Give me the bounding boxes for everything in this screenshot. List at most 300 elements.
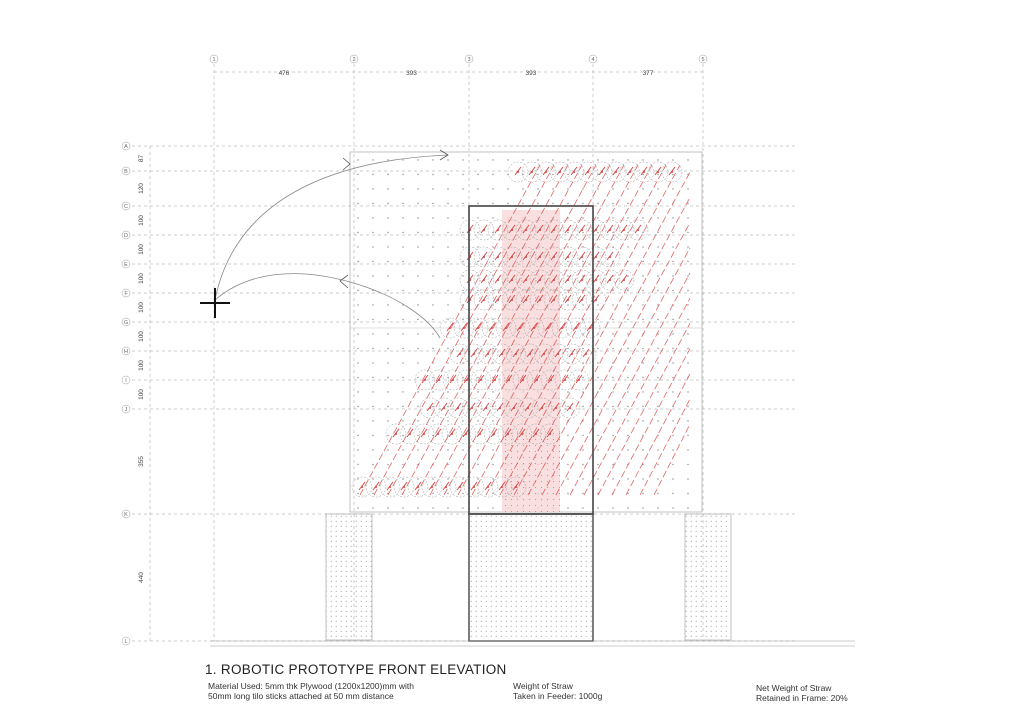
stick-hole [432,246,433,247]
stick-hole [402,406,403,407]
stick-hole [417,348,418,349]
stick-hole [672,449,673,450]
stick-hole [477,449,478,450]
stick-hole [462,203,463,204]
stick-hole [387,304,388,305]
stick-hole [462,275,463,276]
stick-hole [597,188,598,189]
stick-base [553,229,555,231]
stick-hole [672,464,673,465]
stick-hole [402,362,403,363]
stick-hole [687,246,688,247]
stick-hole [477,290,478,291]
stick-hole [672,478,673,479]
stick-hole [597,406,598,407]
stick-hole [462,406,463,407]
stick-hole [387,333,388,334]
row-dimension-label: 440 [138,572,145,583]
stick-hole [672,159,673,160]
row-marker-label: H [124,349,128,355]
stick-hole [372,507,373,508]
stick-hole [657,420,658,421]
stick-hole [402,159,403,160]
stick-hole [627,420,628,421]
row-dimension-label: 87 [138,154,145,163]
stick-hole [447,391,448,392]
stick-hole [567,377,568,378]
stick-base [581,279,583,281]
feeder-line-1: Weight of Straw [513,681,573,691]
straw-flow-path [640,399,690,495]
stick-hole [432,304,433,305]
column-marker-label: 4 [591,57,595,63]
stick-hole [432,348,433,349]
stick-hole [357,449,358,450]
stick-hole [642,507,643,508]
stick-hole [567,261,568,262]
stick-hole [417,261,418,262]
column-dimension-label: 393 [525,70,537,77]
stick-base [361,486,363,488]
stick-base [536,379,538,381]
stick-hole [672,275,673,276]
stick-hole [642,304,643,305]
column-dimension-label: 393 [406,70,417,77]
stick-hole [492,449,493,450]
stick-base [471,407,473,409]
stick-hole [627,333,628,334]
column-marker-label: 1 [212,57,216,63]
stick-base [567,256,569,258]
stick-base [501,353,503,355]
stick-base [525,299,527,301]
row-marker-label: B [124,169,128,175]
stick-hole [657,159,658,160]
stick-base [485,407,487,409]
stick-hole [507,203,508,204]
stick-hole [357,232,358,233]
stick-hole [687,217,688,218]
stick-hole [447,203,448,204]
stick-hole [357,188,358,189]
stick-base [643,171,645,173]
stick-base [567,299,569,301]
stick-hole [357,319,358,320]
stick-hole [642,188,643,189]
stick-hole [372,493,373,494]
stick-hole [582,406,583,407]
stick-hole [582,507,583,508]
stick-hole [417,420,418,421]
stick-hole [582,203,583,204]
stick-hole [687,420,688,421]
stick-base [595,256,597,258]
stick-hole [462,217,463,218]
stick-hole [582,493,583,494]
stick-hole [627,391,628,392]
row-marker-label: K [124,512,128,518]
net-line-2: Retained in Frame: 20% [756,693,848,703]
stick-hole [477,217,478,218]
stick-hole [372,174,373,175]
stick-hole [612,449,613,450]
stick-hole [672,391,673,392]
stick-hole [507,159,508,160]
stick-hole [687,435,688,436]
stick-hole [642,261,643,262]
stick-hole [402,507,403,508]
stick-base [609,229,611,231]
stick-hole [567,507,568,508]
stick-hole [612,507,613,508]
stick-hole [642,478,643,479]
stick-hole [597,217,598,218]
stick-hole [612,217,613,218]
stick-hole [627,203,628,204]
column-marker-label: 2 [352,57,356,63]
stick-hole [582,232,583,233]
stick-hole [687,507,688,508]
stick-hole [672,188,673,189]
stick-hole [462,449,463,450]
stick-hole [402,203,403,204]
stick-hole [387,362,388,363]
stick-hole [402,377,403,378]
stick-hole [372,406,373,407]
stick-hole [672,246,673,247]
stick-hole [402,217,403,218]
stick-hole [672,174,673,175]
stick-base [539,299,541,301]
stick-hole [372,377,373,378]
stick-hole [567,464,568,465]
stick-hole [522,203,523,204]
stick-hole [687,304,688,305]
stick-base [459,353,461,355]
stick-base [437,433,439,435]
stick-hole [357,362,358,363]
stick-hole [447,464,448,465]
stick-hole [432,507,433,508]
stick-hole [492,464,493,465]
stick-hole [357,261,358,262]
stick-hole [447,275,448,276]
stick-base [497,299,499,301]
stick-hole [432,275,433,276]
stick-hole [357,159,358,160]
stick-hole [432,333,433,334]
stick-hole [567,478,568,479]
stick-hole [537,203,538,204]
stick-hole [567,435,568,436]
stick-hole [657,478,658,479]
stick-hole [462,290,463,291]
stick-base [457,407,459,409]
stick-hole [462,174,463,175]
stick-hole [372,435,373,436]
stick-hole [612,377,613,378]
stick-hole [432,159,433,160]
stick-hole [432,377,433,378]
stick-hole [672,420,673,421]
stick-hole [402,290,403,291]
drawing-title: 1. ROBOTIC PROTOTYPE FRONT ELEVATION [205,662,507,677]
stick-hole [687,232,688,233]
stick-hole [612,290,613,291]
stick-base [515,353,517,355]
stick-hole [582,319,583,320]
stick-hole [447,304,448,305]
stick-hole [687,290,688,291]
straw-retained-hatch [502,430,560,512]
stick-base [494,379,496,381]
feeder-base [469,514,593,641]
stick-hole [417,203,418,204]
material-line-1: Material Used: 5mm thk Plywood (1200x1200)mm with [208,681,414,691]
stick-hole [582,348,583,349]
stick-hole [597,507,598,508]
stick-hole [597,174,598,175]
stick-hole [597,203,598,204]
stick-hole [657,406,658,407]
stick-hole [357,406,358,407]
stick-base [513,407,515,409]
stick-base [595,279,597,281]
stick-base [557,353,559,355]
stick-hole [432,290,433,291]
stick-hole [432,217,433,218]
stick-base [539,256,541,258]
stick-hole [627,435,628,436]
stick-base [429,407,431,409]
stick-hole [477,348,478,349]
stick-hole [477,377,478,378]
stick-hole [567,203,568,204]
stick-hole [387,174,388,175]
stick-hole [567,275,568,276]
stick-hole [447,246,448,247]
robot-travel-arcs [215,150,448,338]
stick-hole [612,478,613,479]
stick-hole [447,188,448,189]
stick-base [499,407,501,409]
stick-base [507,433,509,435]
stick-hole [612,188,613,189]
stick-hole [447,217,448,218]
stick-hole [612,333,613,334]
stick-hole [687,464,688,465]
stick-base [535,433,537,435]
stick-base [578,379,580,381]
stick-base [409,433,411,435]
stick-hole [462,493,463,494]
stick-hole [657,507,658,508]
stick-base [564,379,566,381]
stick-hole [627,275,628,276]
row-dimension-label: 100 [138,215,145,226]
stick-hole [447,449,448,450]
stick-base [553,279,555,281]
stick-hole [387,391,388,392]
stick-hole [567,188,568,189]
stick-hole [372,319,373,320]
straw-flow-path [654,424,690,495]
stick-hole [357,174,358,175]
stick-base [629,171,631,173]
stick-hole [477,159,478,160]
stick-hole [357,203,358,204]
stick-hole [492,391,493,392]
stick-base [623,229,625,231]
stick-hole [372,246,373,247]
stick-hole [432,406,433,407]
stick-hole [432,232,433,233]
stick-hole [357,290,358,291]
row-dimension-label: 100 [138,360,145,371]
stick-hole [582,217,583,218]
stick-hole [372,275,373,276]
stick-base [473,486,475,488]
stick-hole [357,304,358,305]
stick-hole [387,319,388,320]
stick-hole [492,159,493,160]
stick-hole [582,478,583,479]
stick-hole [597,362,598,363]
stick-base [549,433,551,435]
stick-hole [642,391,643,392]
stick-hole [372,362,373,363]
stick-hole [642,348,643,349]
stick-hole [447,507,448,508]
stick-hole [387,406,388,407]
stick-hole [522,159,523,160]
stick-hole [687,406,688,407]
stick-hole [657,217,658,218]
stick-base [497,229,499,231]
stick-hole [357,478,358,479]
stick-base [567,229,569,231]
stick-hole [402,174,403,175]
stick-base [451,433,453,435]
stick-hole [582,174,583,175]
stick-hole [417,188,418,189]
stick-hole [627,348,628,349]
column-dimensions [279,70,654,77]
material-line-2: 50mm long tilo sticks attached at 50 mm distance [208,691,394,701]
stick-base [497,256,499,258]
stick-hole [687,319,688,320]
stick-hole [627,507,628,508]
stick-hole [357,493,358,494]
stick-hole [387,507,388,508]
right-support [685,514,731,640]
stick-hole [672,493,673,494]
column-markers [210,55,707,63]
stick-hole [627,319,628,320]
stick-hole [447,232,448,233]
stick-hole [477,420,478,421]
stick-hole [657,464,658,465]
stick-hole [477,232,478,233]
row-marker-label: F [124,291,128,297]
stick-hole [387,159,388,160]
stick-base [443,407,445,409]
stick-hole [582,449,583,450]
stick-hole [657,449,658,450]
stick-hole [672,435,673,436]
stick-hole [387,188,388,189]
stick-base [569,407,571,409]
stick-hole [567,493,568,494]
stick-hole [552,159,553,160]
stick-hole [402,275,403,276]
stick-hole [612,420,613,421]
stick-hole [402,435,403,436]
stick-base [487,353,489,355]
stick-hole [567,449,568,450]
stick-hole [537,174,538,175]
stick-base [587,171,589,173]
row-dimensions [138,155,145,583]
stick-hole [642,493,643,494]
stick-hole [417,290,418,291]
stick-hole [612,319,613,320]
stick-base [511,229,513,231]
stick-hole [687,493,688,494]
stick-hole [642,275,643,276]
stick-hole [417,478,418,479]
row-dimension-label: 355 [138,456,145,467]
stick-base [511,279,513,281]
stick-hole [417,377,418,378]
stick-base [637,229,639,231]
stick-base [517,171,519,173]
row-marker-label: G [123,320,129,326]
stick-hole [477,188,478,189]
stick-hole [417,391,418,392]
stick-hole [417,507,418,508]
stick-hole [492,333,493,334]
stick-base [501,486,503,488]
stick-hole [402,261,403,262]
feeder-line-2: Taken in Feeder: 1000g [513,691,603,701]
stick-hole [642,420,643,421]
stick-hole [462,507,463,508]
stick-hole [552,188,553,189]
stick-hole [432,188,433,189]
stick-hole [492,420,493,421]
stick-hole [417,435,418,436]
stick-hole [432,478,433,479]
stick-hole [432,493,433,494]
stick-hole [477,275,478,276]
stick-hole [612,435,613,436]
stick-hole [687,275,688,276]
stick-base [573,171,575,173]
stick-hole [597,319,598,320]
stick-base [539,229,541,231]
stick-hole [417,232,418,233]
stick-hole [612,391,613,392]
stick-hole [672,333,673,334]
stick-hole [567,348,568,349]
arc-arrowhead-upper-icon [343,158,350,170]
column-dimension-label: 476 [278,70,290,77]
straw-flow-path [472,165,652,495]
stick-base [531,171,533,173]
stick-hole [402,188,403,189]
stick-hole [657,290,658,291]
